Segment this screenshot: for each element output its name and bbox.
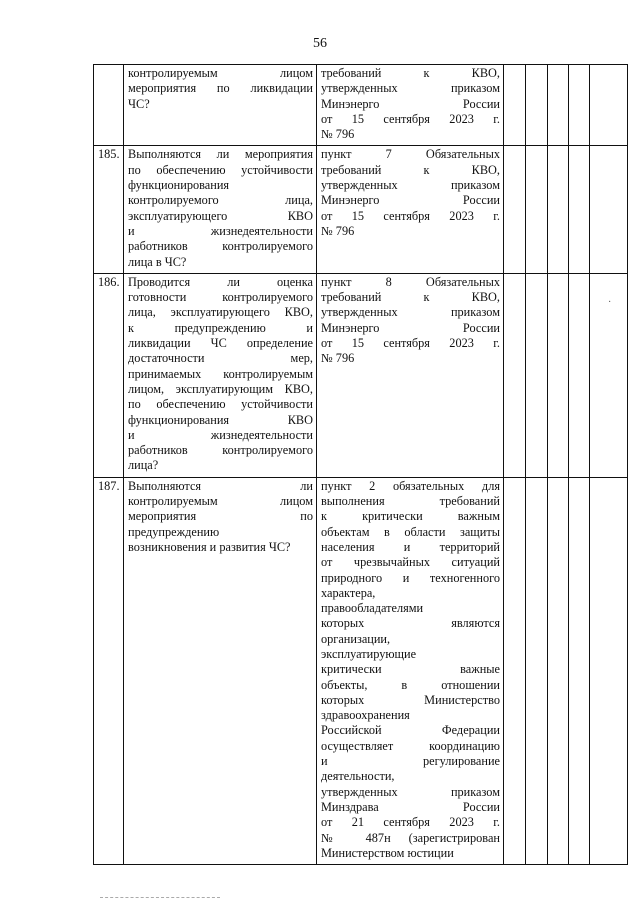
question-line: контролируемым лицом bbox=[128, 494, 313, 509]
answer-cell bbox=[548, 273, 569, 477]
requirement-line: Министерством юстиции bbox=[321, 845, 454, 860]
question-line: ликвидации ЧС определение bbox=[128, 336, 313, 351]
answer-cell bbox=[526, 477, 548, 864]
table-row bbox=[94, 477, 628, 864]
answer-cell bbox=[504, 146, 526, 273]
requirement-line: правообладателями bbox=[321, 601, 424, 616]
answer-cell bbox=[548, 146, 569, 273]
answer-cell bbox=[526, 273, 548, 477]
question-line: лица в ЧС? bbox=[128, 254, 187, 269]
check-question bbox=[124, 146, 317, 273]
requirement-line: деятельности, bbox=[321, 769, 395, 784]
question-line: эксплуатирующего КВО bbox=[128, 208, 313, 223]
question-line: лица, эксплуатирующего КВО, bbox=[128, 305, 313, 320]
requirement-line: требований к КВО, bbox=[321, 66, 500, 80]
answer-cell bbox=[504, 477, 526, 864]
question-line: Выполняются ли мероприятия bbox=[128, 147, 313, 162]
legal-requirement bbox=[317, 273, 504, 477]
requirement-line: Минэнерго России bbox=[321, 193, 500, 208]
item-number: 185. bbox=[94, 146, 124, 273]
question-line: к предупреждению и bbox=[128, 320, 313, 335]
legal-requirement bbox=[317, 146, 504, 273]
requirement-line: от 21 сентября 2023 г. bbox=[321, 815, 500, 830]
question-line: мероприятия по ликвидации bbox=[128, 81, 313, 96]
item-number: 186. bbox=[94, 273, 124, 477]
requirement-line: природного и техногенного bbox=[321, 570, 500, 585]
requirement-line: эксплуатирующие bbox=[321, 646, 417, 661]
requirement-line: от 15 сентября 2023 г. bbox=[321, 208, 500, 223]
requirement-line: организации, bbox=[321, 631, 391, 646]
question-line: и жизнедеятельности bbox=[128, 223, 313, 238]
answer-cell bbox=[569, 65, 590, 146]
question-line: предупреждению bbox=[128, 524, 220, 539]
question-line: мероприятия по bbox=[128, 509, 313, 524]
margin-mark: · bbox=[608, 297, 612, 308]
answer-cell bbox=[504, 273, 526, 477]
requirement-line: пункт 7 Обязательных bbox=[321, 147, 500, 162]
requirement-line: населения и территорий bbox=[321, 539, 500, 554]
question-line: Выполняются ли bbox=[128, 478, 313, 493]
answer-cell bbox=[590, 146, 628, 273]
requirement-line: объектам в области защиты bbox=[321, 524, 500, 539]
question-line: функционирования КВО bbox=[128, 412, 313, 427]
check-question bbox=[124, 273, 317, 477]
requirement-line: № 796 bbox=[321, 127, 355, 142]
question-line: функционирования bbox=[128, 178, 230, 193]
question-line: контролируемым лицом bbox=[128, 66, 313, 80]
check-question bbox=[124, 477, 317, 864]
requirement-line: Минэнерго России bbox=[321, 96, 500, 111]
question-line: и жизнедеятельности bbox=[128, 427, 313, 442]
requirement-line: утвержденных приказом bbox=[321, 305, 500, 320]
table-row bbox=[94, 65, 628, 146]
requirement-line: пункт 2 обязательных для bbox=[321, 478, 500, 493]
footer-rule bbox=[100, 897, 220, 898]
answer-cell bbox=[590, 65, 628, 146]
question-line: работников контролируемого bbox=[128, 443, 313, 458]
answer-cell bbox=[569, 146, 590, 273]
question-line: работников контролируемого bbox=[128, 239, 313, 254]
table-row bbox=[94, 146, 628, 273]
table-row bbox=[94, 273, 628, 477]
answer-cell bbox=[569, 477, 590, 864]
page-number: 56 bbox=[313, 36, 327, 51]
requirement-line: критически важные bbox=[321, 662, 500, 677]
requirement-line: и регулирование bbox=[321, 754, 500, 769]
question-line: принимаемых контролируемым bbox=[128, 366, 313, 381]
requirement-line: № 796 bbox=[321, 223, 355, 238]
answer-cell bbox=[548, 477, 569, 864]
answer-cell bbox=[569, 273, 590, 477]
question-line: Проводится ли оценка bbox=[128, 274, 313, 289]
item-number bbox=[94, 65, 124, 146]
question-line: достаточности мер, bbox=[128, 351, 313, 366]
requirement-line: требований к КВО, bbox=[321, 290, 500, 305]
answer-cell bbox=[526, 146, 548, 273]
requirement-line: № 487н (зарегистрирован bbox=[321, 830, 500, 845]
requirement-line: объекты, в отношении bbox=[321, 677, 500, 692]
requirement-line: от чрезвычайных ситуаций bbox=[321, 555, 500, 570]
requirement-line: выполнения требований bbox=[321, 494, 500, 509]
requirement-line: № 796 bbox=[321, 351, 355, 366]
requirement-line: утвержденных приказом bbox=[321, 784, 500, 799]
check-question bbox=[124, 65, 317, 146]
answer-cell bbox=[548, 65, 569, 146]
requirement-line: от 15 сентября 2023 г. bbox=[321, 336, 500, 351]
requirement-line: которых Министерство bbox=[321, 692, 500, 707]
item-number: 187. bbox=[94, 477, 124, 864]
answer-cell bbox=[590, 477, 628, 864]
question-line: ЧС? bbox=[128, 96, 150, 111]
requirement-line: характера, bbox=[321, 585, 376, 600]
question-line: возникновения и развития ЧС? bbox=[128, 539, 291, 554]
requirement-line: здравоохранения bbox=[321, 708, 410, 723]
requirement-line: от 15 сентября 2023 г. bbox=[321, 111, 500, 126]
requirement-line: пункт 8 Обязательных bbox=[321, 274, 500, 289]
requirement-line: Российской Федерации bbox=[321, 723, 500, 738]
legal-requirement bbox=[317, 477, 504, 864]
requirement-line: утвержденных приказом bbox=[321, 81, 500, 96]
requirement-line: к критически важным bbox=[321, 509, 500, 524]
answer-cell bbox=[526, 65, 548, 146]
question-line: контролируемого лица, bbox=[128, 193, 313, 208]
requirement-line: требований к КВО, bbox=[321, 162, 500, 177]
requirement-line: Минздрава России bbox=[321, 799, 500, 814]
requirement-line: Минэнерго России bbox=[321, 320, 500, 335]
requirement-line: утвержденных приказом bbox=[321, 178, 500, 193]
requirement-line: которых являются bbox=[321, 616, 500, 631]
requirement-line: осуществляет координацию bbox=[321, 738, 500, 753]
question-line: лицом, эксплуатирующим КВО, bbox=[128, 381, 313, 396]
question-line: готовности контролируемого bbox=[128, 290, 313, 305]
answer-cell bbox=[590, 273, 628, 477]
question-line: по обеспечению устойчивости bbox=[128, 397, 313, 412]
answer-cell bbox=[504, 65, 526, 146]
question-line: лица? bbox=[128, 458, 159, 473]
legal-requirement bbox=[317, 65, 504, 146]
question-line: по обеспечению устойчивости bbox=[128, 162, 313, 177]
requirements-table bbox=[93, 64, 628, 865]
